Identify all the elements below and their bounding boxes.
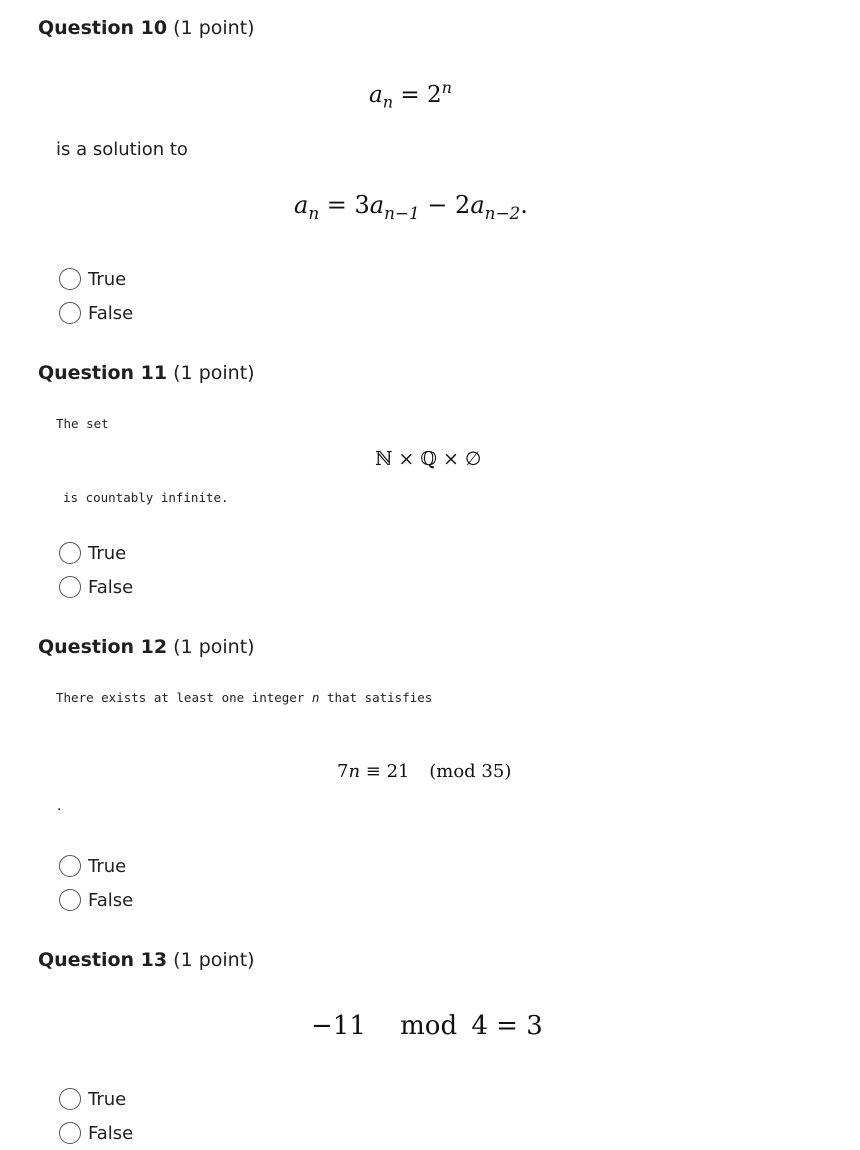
radio-button[interactable] [59, 302, 81, 324]
math-coef: 7 [337, 761, 349, 782]
option-label: True [88, 542, 127, 564]
question-11-text-after: is countably infinite. [63, 490, 229, 505]
math-sub: n−2 [484, 202, 521, 223]
set-product-expression: ℕ × ℚ × ∅ [375, 448, 482, 470]
math-var: a [294, 191, 309, 219]
q12-option-true[interactable] [59, 853, 126, 879]
q11-option-false[interactable] [59, 574, 133, 600]
radio-button[interactable] [59, 855, 81, 877]
radio-button[interactable] [59, 1122, 81, 1144]
question-points: (1 point) [173, 17, 255, 39]
math-var: a [369, 82, 383, 108]
math-minus: − [427, 191, 448, 219]
question-12-title [38, 636, 255, 658]
text-var: n [311, 690, 320, 705]
math-eq: = [400, 82, 420, 108]
question-11-text-before: The set [56, 416, 109, 431]
question-points: (1 point) [173, 362, 255, 384]
congruence-expression [337, 761, 511, 782]
question-points: (1 point) [173, 636, 255, 658]
option-label: True [88, 1088, 127, 1110]
math-mod: (mod 35) [429, 761, 512, 782]
text-part: that satisfies [326, 690, 433, 705]
question-points: (1 point) [173, 949, 255, 971]
math-m: 4 [471, 1011, 488, 1041]
q10-option-false[interactable] [59, 300, 133, 326]
math-cong: ≡ [365, 761, 381, 782]
option-label: True [88, 855, 127, 877]
equation-an-power [369, 78, 453, 112]
option-label: False [88, 576, 134, 598]
text-part: There exists at least one integer [56, 690, 305, 705]
question-13-title [38, 949, 255, 971]
question-number: Question 12 [38, 636, 168, 658]
math-mod: mod [400, 1011, 458, 1041]
radio-button[interactable] [59, 576, 81, 598]
math-sub: n−1 [384, 202, 420, 223]
math-coef: 3 [354, 191, 370, 219]
question-12-text [56, 690, 432, 705]
math-period: . [520, 191, 528, 219]
radio-button[interactable] [59, 542, 81, 564]
math-sub: n [382, 92, 394, 112]
q11-option-true[interactable] [59, 540, 126, 566]
question-10-text: is a solution to [56, 139, 188, 160]
math-var: a [369, 191, 385, 219]
trailing-period: . [57, 798, 62, 814]
math-rhs: 3 [526, 1011, 543, 1041]
math-rhs: 21 [386, 761, 410, 782]
option-label: False [88, 889, 134, 911]
question-number: Question 10 [38, 17, 168, 39]
math-coef: 2 [455, 191, 471, 219]
q13-option-true[interactable] [59, 1086, 126, 1112]
math-eq: = [326, 191, 347, 219]
q13-option-false[interactable] [59, 1120, 133, 1146]
option-label: False [88, 302, 134, 324]
option-label: False [88, 1122, 134, 1144]
question-11-title [38, 362, 255, 384]
math-eq: = [496, 1011, 518, 1041]
q12-option-false[interactable] [59, 887, 133, 913]
question-number: Question 11 [38, 362, 168, 384]
math-lhs: −11 [311, 1011, 366, 1041]
math-exp: n [441, 78, 453, 98]
question-10-title [38, 17, 255, 39]
math-var: n [348, 761, 361, 782]
question-number: Question 13 [38, 949, 168, 971]
modulo-expression [311, 1011, 543, 1041]
equation-recurrence [294, 191, 528, 223]
radio-button[interactable] [59, 268, 81, 290]
radio-button[interactable] [59, 889, 81, 911]
math-var: a [470, 191, 485, 219]
option-label: True [88, 268, 127, 290]
q10-option-true[interactable] [59, 266, 126, 292]
radio-button[interactable] [59, 1088, 81, 1110]
math-base: 2 [427, 82, 442, 108]
math-sub: n [308, 202, 320, 223]
